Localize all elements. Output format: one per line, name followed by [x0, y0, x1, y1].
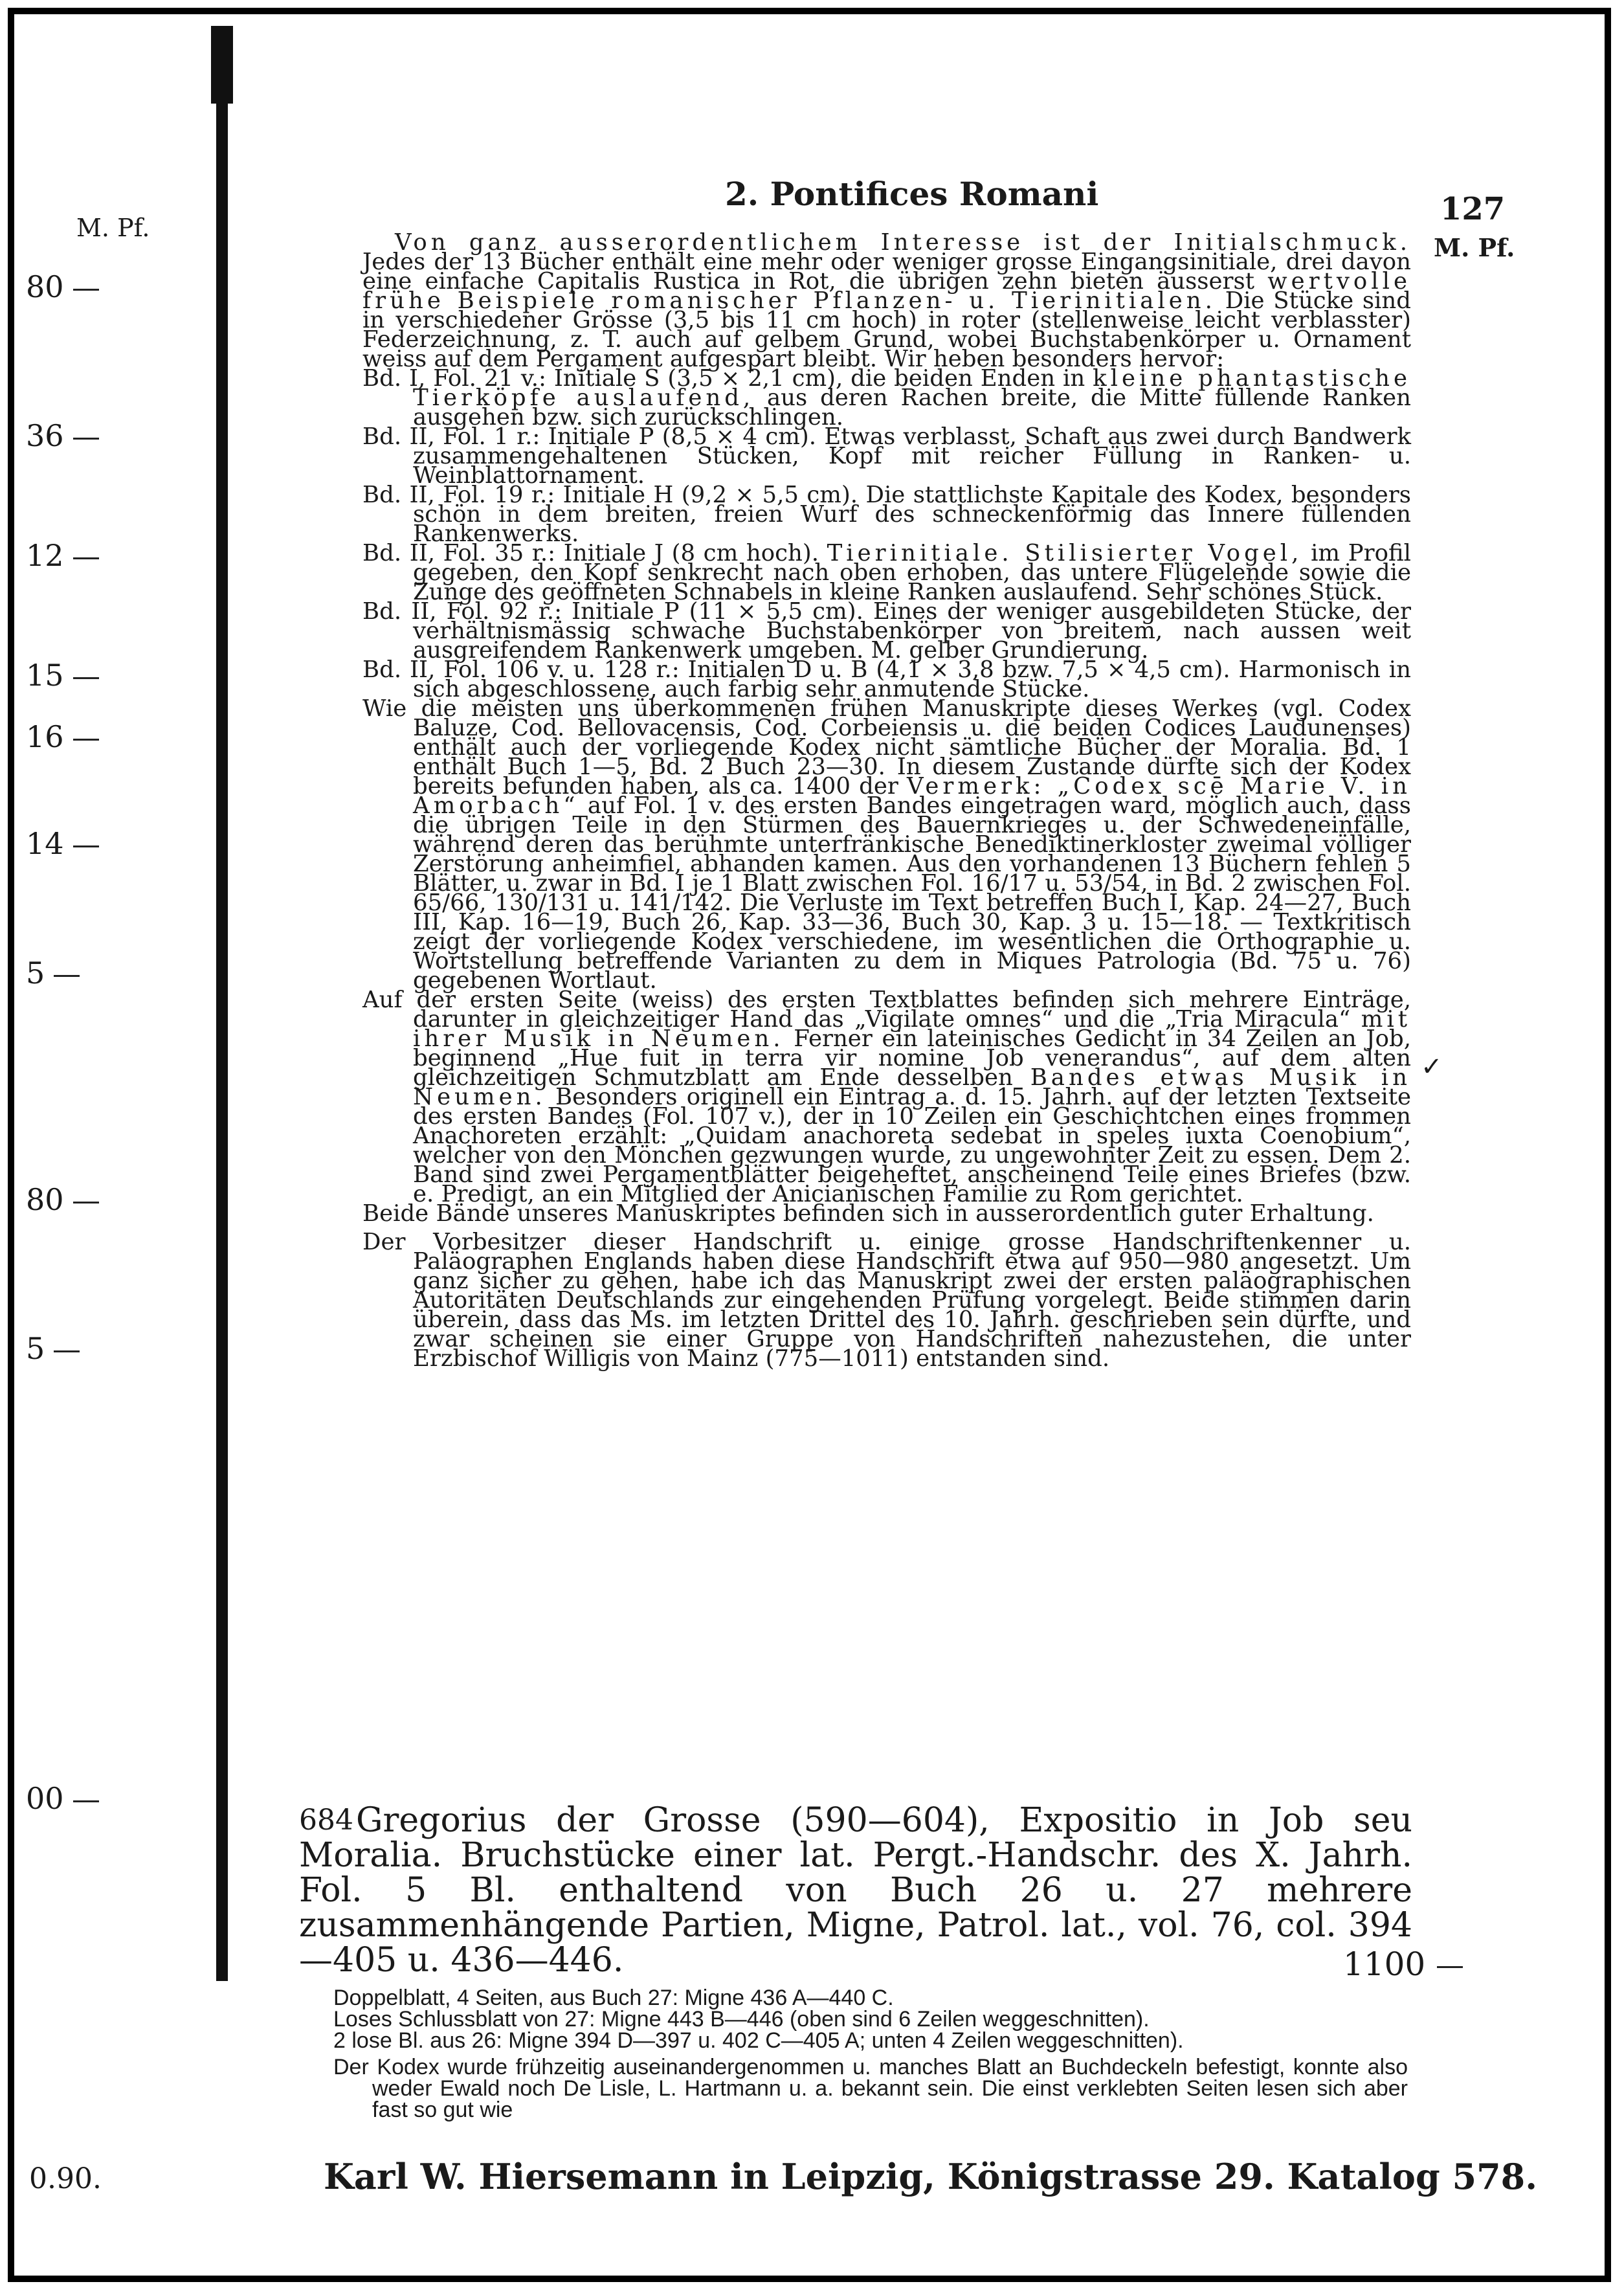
margin-price: 00: [26, 1784, 155, 1813]
lot-entry: [299, 1803, 1412, 1978]
lot-price: 1100: [1343, 1945, 1463, 1983]
margin-price: 14: [26, 829, 155, 858]
margin-price: 5: [26, 1334, 155, 1363]
initial-item: Bd. II, Fol. 106 v. u. 128 r.: Initialen D u. B (4,1 × 3,8 bzw. 7,5 × 4,5 cm). Harmonisch in sich abgeschlossene, auch farbig sehr anmutende Stücke.: [362, 656, 1411, 702]
description-body: [362, 229, 1412, 1372]
lot-note: Loses Schlussblatt von 27: Migne 443 B—446 (oben sind 6 Zeilen weggeschnitten).: [333, 2007, 1150, 2032]
lot-title: Gregorius der Grosse (590—604), Expositio in Job seu Moralia. Bruchstücke einer lat. Pergt.-Handschr. des X. Jahrh. Fol. 5 Bl. enthaltend von Buch 26 u. 27 mehrere zusammenhängende Partien, Migne, Patrol. lat., vol. 76, col. 394—405 u. 436—446.: [299, 1801, 1412, 1980]
page-title: 2. Pontifices Romani: [725, 175, 1099, 213]
pencil-tick-mark: ✓: [1421, 1052, 1443, 1082]
margin-price: 15: [26, 660, 155, 690]
entries-paragraph: Auf der ersten Seite (weiss) des ersten Textblattes befinden sich mehrere Einträge, darunter in gleichzeitiger Hand das „Vigilate omnes“ und die „Tria Miracula“ mit ihrer Musik in Neumen. Ferner ein lateinisches Gedicht in 34 Zeilen an Job, beginnend „Hue fuit in terra vir nomine Job venerandus“, auf dem alten gleichzeitigen Schmutzblatt am Ende desselben Bandes etwas Musik in Neumen. Besonders originell ein Eintrag a. d. 15. Jahrh. auf der letzten Textseite des ersten Bandes (Fol. 107 v.), der in 10 Zeilen ein Geschichtchen eines frommen Anachoreten erzählt: „Quidam anachoreta sedebat in speles iuxta Coenobium“, welcher von den Mönchen gezwungen wurde, zu ungewohnter Zeit zu essen. Dem 2. Band sind zwei Pergamentblätter beigeheftet, anscheinend Teile eines Briefes (bzw. e. Predigt, an ein Mitglied der Anicianischen Familie zu Rom gerichtet.: [362, 987, 1412, 1207]
lot-note: Der Kodex wurde frühzeitig auseinandergenommen u. manches Blatt an Buchdeckeln befestigt, konnte also weder Ewald noch De Lisle, L. Hartmann u. a. bekannt sein. Die einst verklebten Seiten lesen sich aber fast so gut wie: [333, 2055, 1408, 2122]
margin-price: 36: [26, 421, 155, 451]
initial-item: Bd. II, Fol. 19 r.: Initiale H (9,2 × 5,5 cm). Die stattlichste Kapitale des Kodex, besonders schön in dem breiten, freien Wurf des schneckenförmig das Innere füllenden Rankenwerks.: [362, 482, 1411, 547]
intro-paragraph: Von ganz ausserordentlichem Interesse ist der Initialschmuck. Jedes der 13 Bücher enthält eine mehr oder weniger grosse Eingangsinitiale, drei davon eine einfache Capitalis Rustica in Rot, die übrigen zehn bieten äusserst wertvolle frühe Beispiele romanischer Pflanzen- u. Tierinitialen. Die Stücke sind in verschiedener Grösse (3,5 bis 11 cm hoch) in roter (stellenweise leicht verblasster) Federzeichnung, z. T. auch auf gelbem Grund, wobei Buchstabenkörper u. Ornament weiss auf dem Pergament aufgespart bleibt. Wir heben besonders hervor:: [362, 229, 1412, 372]
lot-note: Doppelblatt, 4 Seiten, aus Buch 27: Migne 436 A—440 C.: [333, 1986, 894, 2010]
currency-label-right: M. Pf.: [1434, 233, 1515, 262]
margin-price: 16: [26, 722, 155, 752]
lot-note: 2 lose Bl. aus 26: Migne 394 D—397 u. 402 C—405 A; unten 4 Zeilen weggeschnitten).: [333, 2028, 1184, 2053]
margin-rule: [216, 26, 228, 1981]
margin-price: 12: [26, 541, 155, 570]
initial-item: Bd. II, Fol. 92 r.: Initiale P (11 × 5,5 cm). Eines der weniger ausgebildeten Stücke, der verhältnismässig schwache Buchstabenkörper von breitem, nach aussen weit ausgreifendem Rankenwerk umgeben. M. gelber Grundierung.: [362, 598, 1411, 664]
currency-label-left: M. Pf.: [76, 214, 150, 242]
initial-item: Bd. II, Fol. 35 r.: Initiale J (8 cm hoch). Tierinitiale. Stilisierter Vogel, im Profil gegeben, den Kopf senkrecht nach oben erhoben, das untere Flügelende sowie die Zunge des geöffneten Schnabels in kleine Ranken auslaufend. Sehr schönes Stück.: [362, 540, 1411, 605]
lot-number: 684: [299, 1804, 353, 1837]
page-number: 127: [1440, 191, 1506, 227]
margin-price: 80: [26, 272, 155, 302]
initial-item: Bd. I, Fol. 21 v.: Initiale S (3,5 × 2,1 cm), die beiden Enden in kleine phantastische Tierköpfe auslaufend, aus deren Rachen breite, die Mitte füllende Ranken ausgehen bzw. sich zurückschlingen.: [362, 365, 1411, 431]
lot-notes: [333, 1987, 1408, 2121]
initial-item: Bd. II, Fol. 1 r.: Initiale P (8,5 × 4 cm). Etwas verblasst, Schaft aus zwei durch Bandwerk zusammengehaltenen Stücken, Kopf mit reicher Füllung in Ranken- u. Weinblattornament.: [362, 423, 1411, 489]
margin-price: 80: [26, 1185, 155, 1215]
margin-price-bottom: 0.90.: [29, 2162, 102, 2195]
condition-paragraph: Beide Bände unseres Manuskriptes befinden sich in ausserordentlich guter Erhaltung.: [362, 1200, 1374, 1227]
margin-price: 5: [26, 958, 155, 988]
history-paragraph: Wie die meisten uns überkommenen frühen Manuskripte dieses Werkes (vgl. Codex Baluze, Cod. Bellovacensis, Cod. Corbeiensis u. die beiden Codices Laudunenses) enthält auch der vorliegende Kodex nicht sämtliche Bücher der Moralia. Bd. 1 enthält Buch 1—5, Bd. 2 Buch 23—30. In diesem Zustande dürfte sich der Kodex bereits befunden haben, als ca. 1400 der Vermerk: „Codex scē Marie V. in Amorbach“ auf Fol. 1 v. des ersten Bandes eingetragen ward, möglich auch, dass die übrigen Teile in den Stürmen des Bauernkrieges u. der Schwedeneinfälle, während deren das berühmte unterfränkische Benediktinerkloster zweimal völliger Zerstörung anheimfiel, abhanden kamen. Aus den vorhandenen 13 Büchern fehlen 5 Blätter, u. zwar in Bd. I je 1 Blatt zwischen Fol. 16/17 u. 53/54, in Bd. 2 zwischen Fol. 65/66, 130/131 u. 141/142. Die Verluste im Text betreffen Buch I, Kap. 24—27, Buch III, Kap. 16—19, Buch 26, Kap. 33—36, Buch 30, Kap. 3 u. 15—18. — Textkritisch zeigt der vorliegende Kodex verschiedene, im wesentlichen die Orthographie u. Wortstellung betreffende Varianten zu dem in Miques Patrologia (Bd. 75 u. 76) gegebenen Wortlaut.: [362, 695, 1411, 994]
provenance-paragraph: Der Vorbesitzer dieser Handschrift u. einige grosse Handschriftenkenner u. Paläographen Englands haben diese Handschrift etwa auf 950—980 angesetzt. Um ganz sicher zu gehen, habe ich das Manuskript zwei der ersten paläographischen Autoritäten Deutschlands zur eingehenden Prüfung vorgelegt. Beide stimmen darin überein, dass das Ms. im letzten Drittel des 10. Jahrh. geschrieben sein dürfte, und zwar scheinen sie einer Gruppe von Handschriften nahezustehen, die unter Erzbischof Willigis von Mainz (775—1011) entstanden sind.: [362, 1229, 1411, 1372]
publisher-footer: Karl W. Hiersemann in Leipzig, Königstrasse 29. Katalog 578.: [324, 2156, 1538, 2197]
